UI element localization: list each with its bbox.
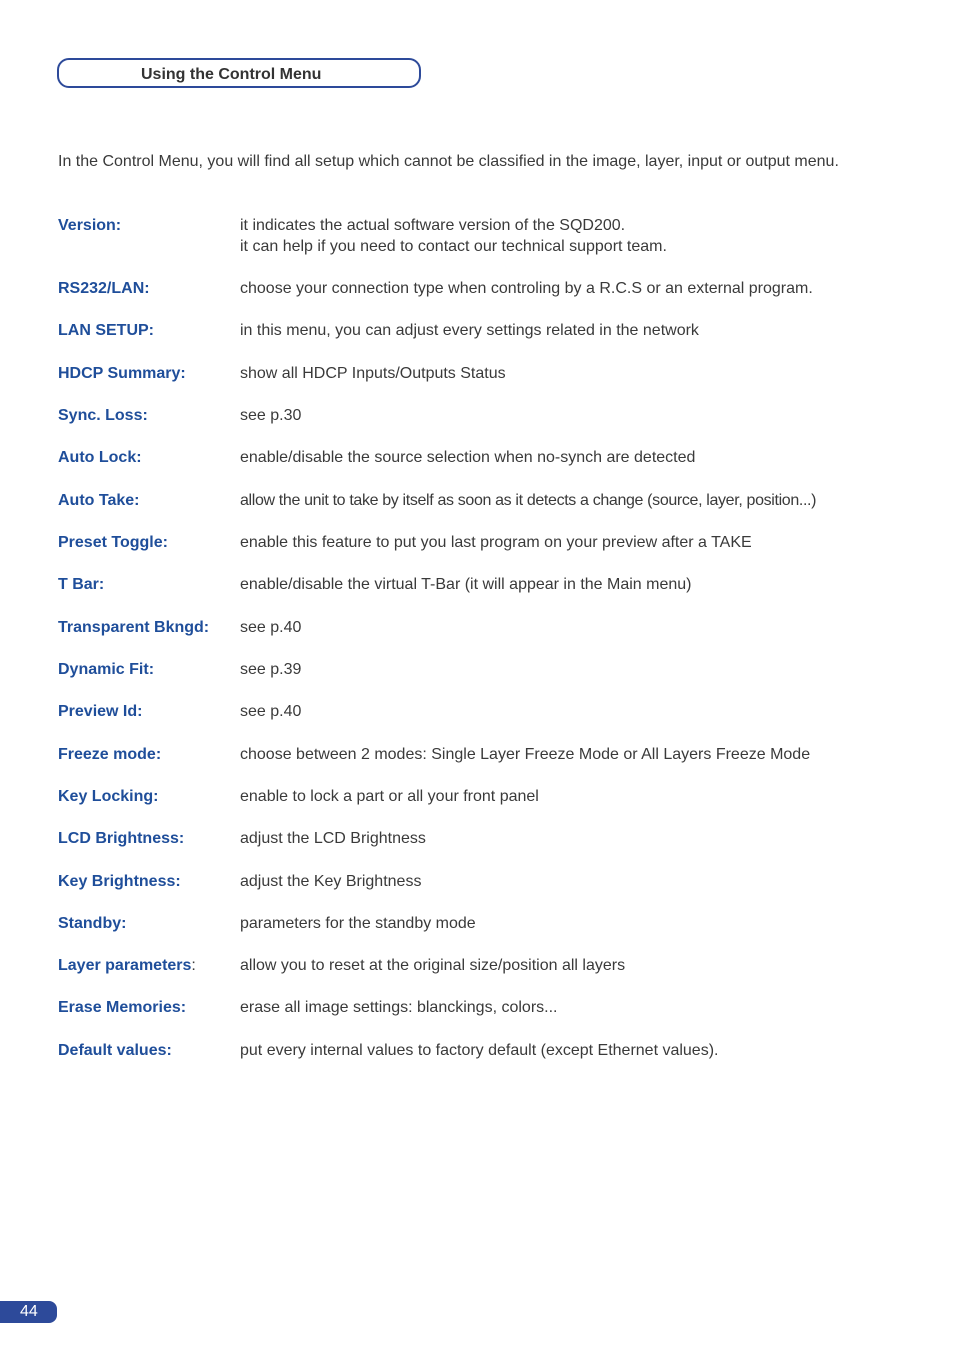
entry-term: Key Brightness: <box>58 873 181 890</box>
entry-description: erase all image settings: blanckings, colors... <box>240 999 558 1016</box>
entry-term: Dynamic Fit: <box>58 661 155 678</box>
entry-description <box>240 215 890 257</box>
entry-term: LAN SETUP: <box>58 322 154 339</box>
entry-description: enable to lock a part or all your front panel <box>240 788 539 805</box>
entry-description: put every internal values to factory default (except Ethernet values). <box>240 1042 719 1059</box>
entry-term: Auto Take: <box>58 492 140 509</box>
page-number-tab <box>0 1301 57 1323</box>
entry-term: Key Locking: <box>58 788 159 805</box>
section-header <box>57 58 421 88</box>
entry-description: choose between 2 modes: Single Layer Freeze Mode or All Layers Freeze Mode <box>240 746 811 763</box>
entry-description: see p.30 <box>240 407 302 424</box>
entry-term: RS232/LAN: <box>58 280 150 297</box>
entry-term-text: Layer parameters <box>58 957 192 974</box>
entry-description: in this menu, you can adjust every settings related in the network <box>240 322 699 339</box>
entry-term: Default values: <box>58 1042 172 1059</box>
entry-term: Preview Id: <box>58 703 143 720</box>
entry-description: enable/disable the virtual T-Bar (it will appear in the Main menu) <box>240 576 692 593</box>
entry-description: see p.40 <box>240 703 302 720</box>
entry-term <box>58 955 196 976</box>
entry-term: T Bar: <box>58 576 105 593</box>
entry-term: Standby: <box>58 915 127 932</box>
entry-description: choose your connection type when controling by a R.C.S or an external program. <box>240 280 813 297</box>
entry-term-colon: : <box>191 957 196 974</box>
entry-term: Version: <box>58 217 122 234</box>
entry-term: Auto Lock: <box>58 449 142 466</box>
entry-term: Erase Memories: <box>58 999 187 1016</box>
entry-term: Sync. Loss: <box>58 407 148 424</box>
intro-paragraph: In the Control Menu, you will find all setup which cannot be classified in the image, layer, input or output menu. <box>58 153 839 170</box>
entry-description: adjust the LCD Brightness <box>240 830 426 847</box>
page-number: 44 <box>20 1303 38 1320</box>
entry-description-line: it indicates the actual software version of the SQD200. <box>240 217 626 234</box>
entry-description: see p.39 <box>240 661 302 678</box>
entry-description: see p.40 <box>240 619 302 636</box>
entry-description: allow the unit to take by itself as soon as it detects a change (source, layer, position...) <box>240 492 817 509</box>
entry-term: Freeze mode: <box>58 746 162 763</box>
entry-description: show all HDCP Inputs/Outputs Status <box>240 365 506 382</box>
entry-description: enable this feature to put you last program on your preview after a TAKE <box>240 534 752 551</box>
entry-description: adjust the Key Brightness <box>240 873 422 890</box>
entry-description-line: it can help if you need to contact our technical support team. <box>240 238 667 255</box>
entry-term: LCD Brightness: <box>58 830 185 847</box>
entry-term: Preset Toggle: <box>58 534 168 551</box>
entry-term: HDCP Summary: <box>58 365 186 382</box>
section-title: Using the Control Menu <box>141 66 322 83</box>
entry-description: parameters for the standby mode <box>240 915 476 932</box>
entry-description: allow you to reset at the original size/position all layers <box>240 957 626 974</box>
entry-description: enable/disable the source selection when no-synch are detected <box>240 449 696 466</box>
entry-term: Transparent Bkngd: <box>58 619 210 636</box>
